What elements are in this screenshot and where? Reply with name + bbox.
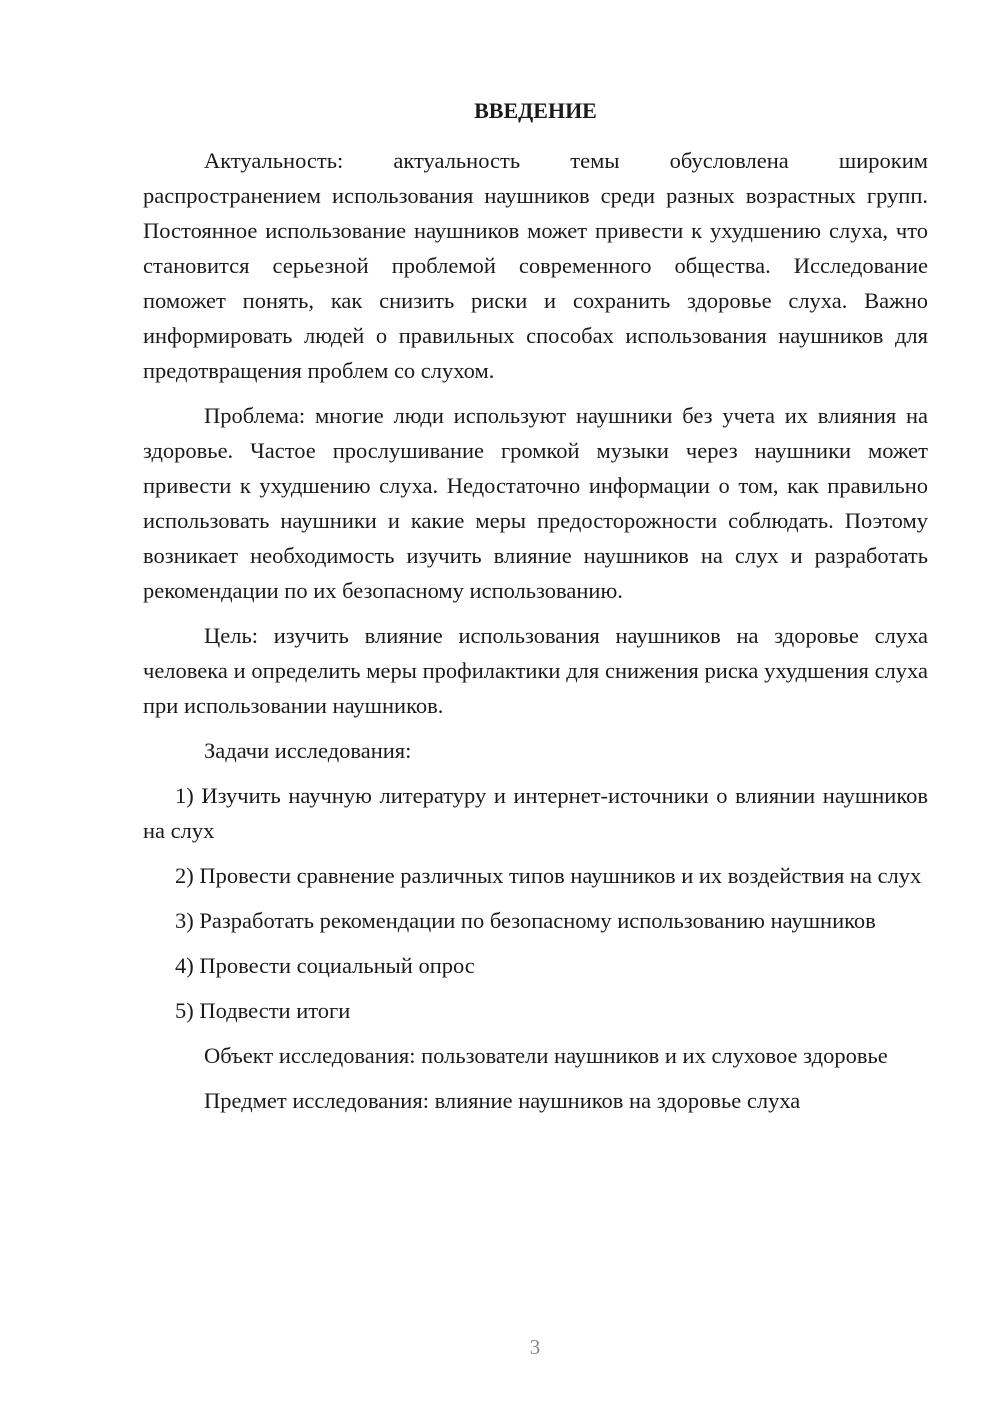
goal-paragraph: Цель: изучить влияние использования наушников на здоровье слуха человека и определить меры профилактики для снижения риска ухудшения слуха при использовании наушников. <box>143 623 928 718</box>
relevance-paragraph: Актуальность: актуальность темы обусловлена широким распространением использования наушников среди разных возрастных групп. Постоянное использование наушников может привести к ухудшению слуха, что становится серьезной проблемой современного общества. Исследование поможет понять, как снизить риски и сохранить здоровье слуха. Важно информировать людей о правильных способах использования наушников для предотвращения проблем со слухом. <box>143 148 928 383</box>
task-item: 3) Разработать рекомендации по безопасному использованию наушников <box>175 908 876 933</box>
task-item: 4) Провести социальный опрос <box>175 953 475 978</box>
document-body <box>143 143 928 1128</box>
task-item: 5) Подвести итоги <box>175 998 351 1023</box>
problem-paragraph: Проблема: многие люди используют наушники без учета их влияния на здоровье. Частое прослушивание громкой музыки через наушники может привести к ухудшению слуха. Недостаточно информации о том, как правильно использовать наушники и какие меры предосторожности соблюдать. Поэтому возникает необходимость изучить влияние наушников на слух и разработать рекомендации по их безопасному использованию. <box>143 403 928 603</box>
task-item: 1) Изучить научную литературу и интернет-источники о влиянии наушников на слух <box>143 783 928 843</box>
section-heading: ВВЕДЕНИЕ <box>474 98 597 123</box>
subject-paragraph: Предмет исследования: влияние наушников на здоровье слуха <box>204 1088 801 1113</box>
tasks-label: Задачи исследования: <box>204 738 412 763</box>
object-paragraph: Объект исследования: пользователи наушников и их слуховое здоровье <box>204 1043 888 1068</box>
page-number: 3 <box>529 1335 541 1359</box>
task-item: 2) Провести сравнение различных типов наушников и их воздействия на слух <box>175 863 922 888</box>
